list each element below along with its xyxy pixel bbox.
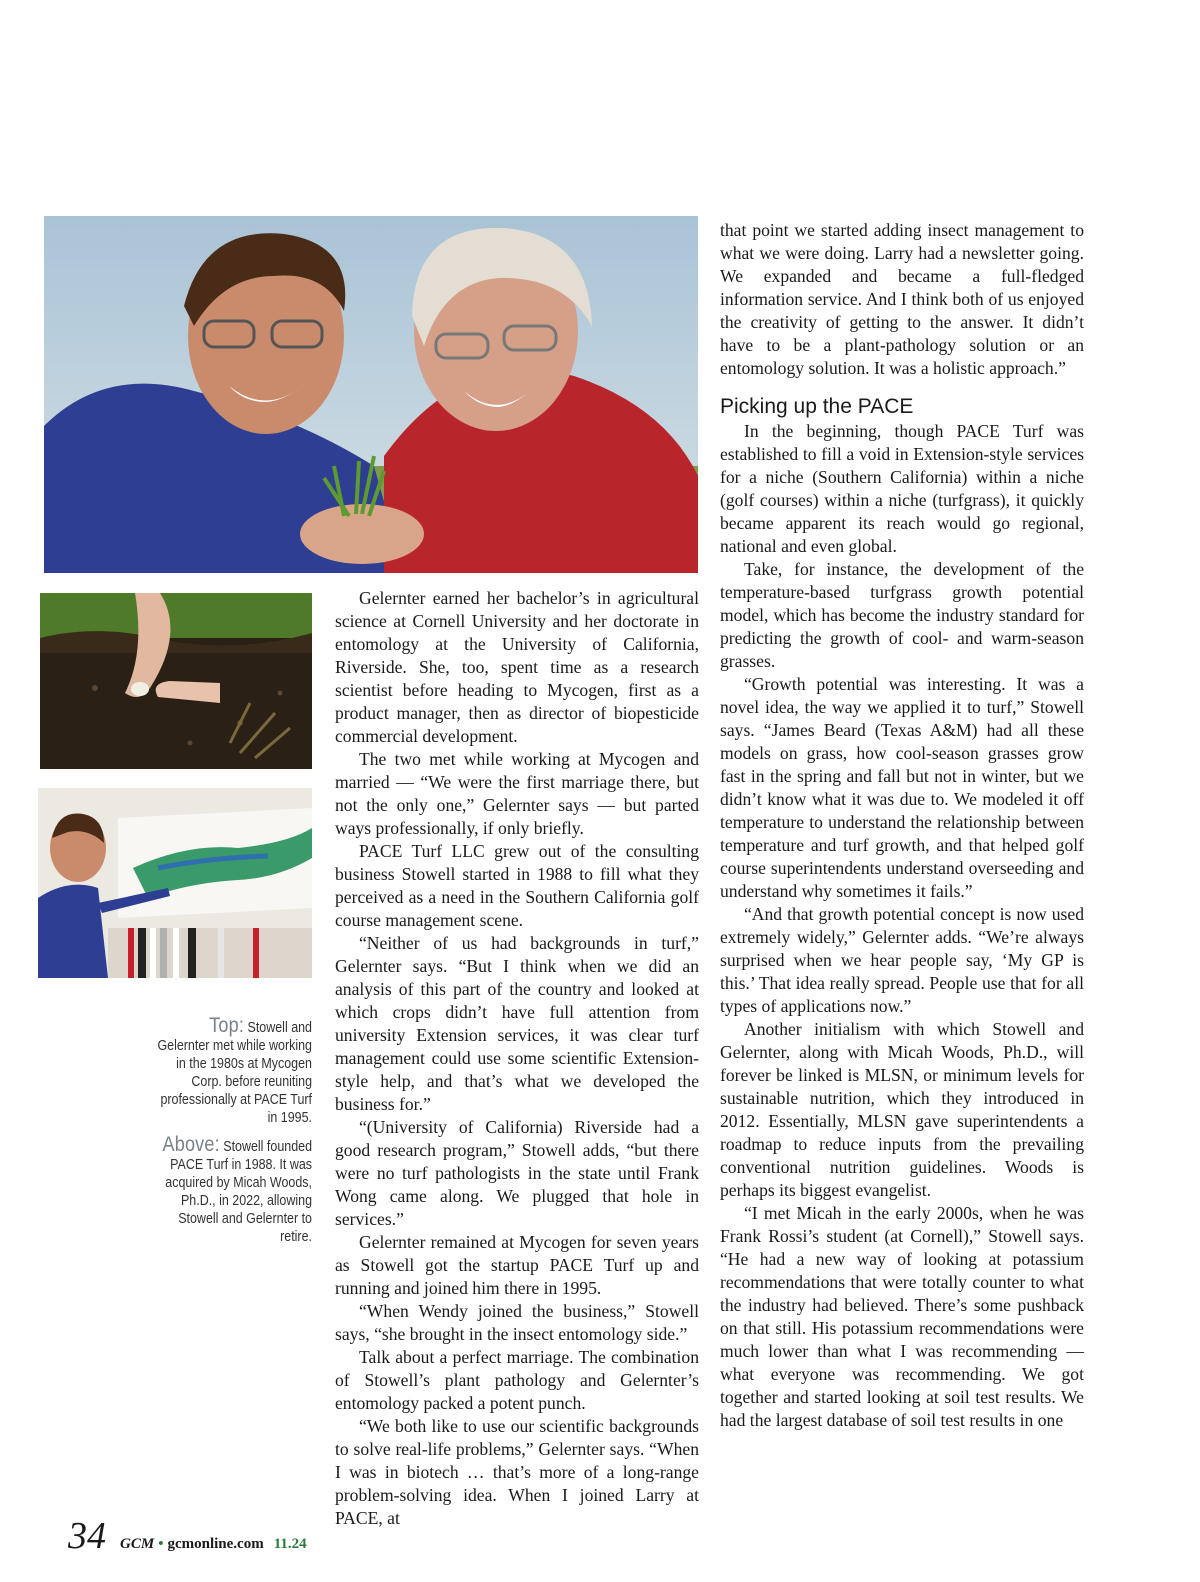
main-photo (44, 216, 698, 573)
caption-top (155, 1014, 312, 1127)
issue-date: 11.24 (273, 1536, 307, 1552)
article-column-right (720, 219, 1084, 1432)
caption-top-text: Stowell and Gelernter met while working in the 1980s at Mycogen Corp. before reuniting professionally at PACE Turf in 1995. (157, 1020, 312, 1126)
paragraph: “When Wendy joined the business,” Stowell says, “she brought in the insect entomology side.” (335, 1301, 699, 1344)
paragraph-continued: that point we started adding insect management to what we were doing. Larry had a newsletter going. We expanded and became a full-fledged information service. And I think both of us enjoyed the creativity of getting to the answer. It didn’t have to be a plant-pathology solution or an entomology solution. It was a holistic approach.” (720, 220, 1084, 378)
paragraph: “Neither of us had backgrounds in turf,” Gelernter says. “But I think when we did an analysis of this part of the country and looked at which crops didn’t have full attention from university Extension services, it was clear turf management could use some scientific Extension-style help, and that’s what we developed the business for.” (335, 933, 699, 1114)
paragraph: “I met Micah in the early 2000s, when he was Frank Rossi’s student (at Cornell),” Stowell says. “He had a new way of looking at potassium recommendations that were totally counter to what the industry had believed. There’s some pushback on that still. His potassium recommendations were much lower than what I was recommending — what everyone was recommending. We got together and started looking at soil test results. We had the largest database of soil test results in one (720, 1203, 1084, 1430)
caption-above-text: Stowell founded PACE Turf in 1988. It was acquired by Micah Woods, Ph.D., in 2022, allowing Stowell and Gelernter to retire. (165, 1139, 312, 1245)
magazine-name: GCM (120, 1536, 155, 1552)
paragraph: Talk about a perfect marriage. The combination of Stowell’s plant pathology and Gelernter’s entomology packed a potent punch. (335, 1347, 699, 1413)
soil-photo (40, 593, 312, 769)
paragraph: “(University of California) Riverside had a good research program,” Stowell adds, “but there were no turf pathologists in the state until Frank Wong came along. We plugged that hole in services.” (335, 1117, 699, 1229)
paragraph: Gelernter earned her bachelor’s in agricultural science at Cornell University and her doctorate in entomology at the University of California, Riverside. She, too, spent time as a research scientist before heading to Mycogen, first as a product manager, then as director of biopesticide commercial development. (335, 588, 699, 746)
website-link[interactable]: gcmonline.com (167, 1536, 264, 1552)
page-number: 34 (68, 1515, 106, 1557)
caption-above (155, 1133, 312, 1246)
article-column-middle (335, 587, 699, 1530)
paragraph: “And that growth potential concept is now used extremely widely,” Gelernter adds. “We’re always surprised when we hear people say, ‘My GP is this.’ That idea really spread. People use that for all types of applications now.” (720, 904, 1084, 1016)
caption-above-lead: Above: (162, 1133, 220, 1156)
section-heading: Picking up the PACE (720, 395, 914, 418)
paragraph: “We both like to use our scientific backgrounds to solve real-life problems,” Gelernter says. “When I was in biotech … that’s more of a long-range problem-solving idea. When I joined Larry at PACE, at (335, 1416, 699, 1528)
paragraph: PACE Turf LLC grew out of the consulting business Stowell started in 1988 to fill what they perceived as a need in the Southern California golf course management scene. (335, 841, 699, 930)
paragraph: Take, for instance, the development of the temperature-based turfgrass growth potential model, which has become the industry standard for predicting the growth of cool- and warm-season grasses. (720, 559, 1084, 671)
course-map-photo (38, 788, 312, 978)
caption-top-lead: Top: (209, 1014, 245, 1037)
paragraph: The two met while working at Mycogen and married — “We were the first marriage there, but not the only one,” Gelernter says — but parted ways professionally, if only briefly. (335, 749, 699, 838)
paragraph: “Growth potential was interesting. It was a novel idea, the way we applied it to turf,” Stowell says. “James Beard (Texas A&M) had all these models on grass, how cool-season grasses grow fast in the spring and fall but not in winter, but we didn’t know what it was due to. We modeled it off temperature to understand the relationship between temperature and turf growth, and that helped golf course superintendents understand overseeding and understand why sometimes it fails.” (720, 674, 1084, 901)
footer-separator: • (158, 1536, 164, 1552)
paragraph: In the beginning, though PACE Turf was established to fill a void in Extension-style services for a niche (Southern California) within a niche (golf courses) within a niche (turfgrass), it quickly became apparent its reach would go regional, national and even global. (720, 421, 1084, 556)
paragraph: Gelernter remained at Mycogen for seven years as Stowell got the startup PACE Turf up and running and joined him there in 1995. (335, 1232, 699, 1298)
page-footer (68, 1514, 307, 1558)
paragraph: Another initialism with which Stowell and Gelernter, along with Micah Woods, Ph.D., will forever be linked is MLSN, or minimum levels for sustainable nutrition, which they introduced in 2012. Essentially, MLSN gave superintendents a roadmap to reduce inputs from the prevailing conventional nutrition guidelines. Woods is perhaps its biggest evangelist. (720, 1019, 1084, 1200)
